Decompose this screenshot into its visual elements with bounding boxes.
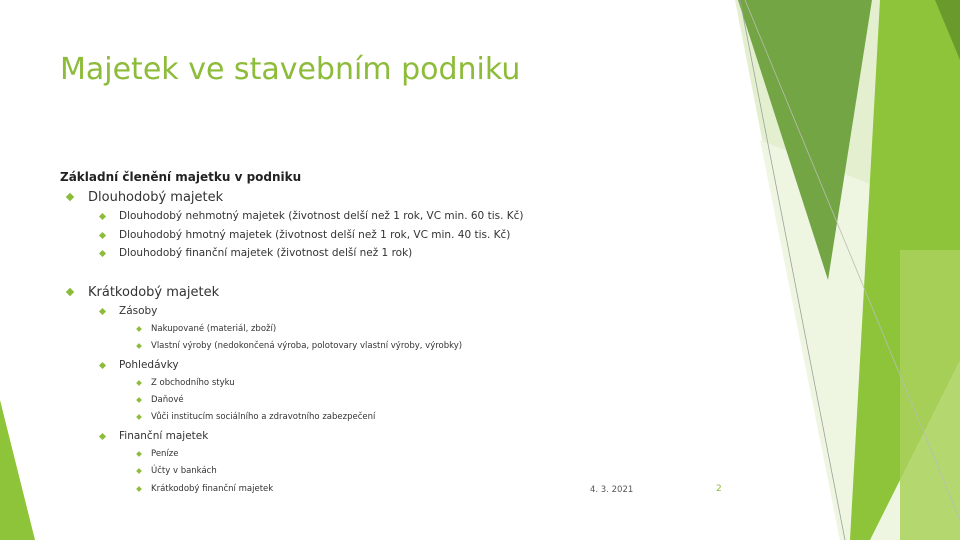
- page-number: 2: [716, 484, 722, 494]
- list-item: Daňové: [151, 395, 184, 405]
- list-item: Zásoby: [119, 305, 158, 317]
- list-item: Vlastní výroby (nedokončená výroba, polotovary vlastní výroby, výrobky): [151, 341, 463, 351]
- deco-bottom-left-triangle: [0, 400, 35, 540]
- list-item: Pohledávky: [119, 359, 179, 371]
- list-item: Vůči institucím sociálního a zdravotního zabezpečení: [151, 412, 376, 422]
- list-item: Z obchodního styku: [151, 378, 235, 388]
- list-item: Peníze: [151, 449, 179, 459]
- list-item: Finanční majetek: [119, 430, 209, 442]
- deco-mid-triangle: [900, 250, 960, 540]
- list-item: Dlouhodobý nehmotný majetek (životnost delší než 1 rok, VC min. 60 tis. Kč): [119, 210, 524, 222]
- list-item: Nakupované (materiál, zboží): [151, 324, 277, 334]
- list-item: Účty v bankách: [151, 466, 217, 476]
- list-item: Dlouhodobý finanční majetek (životnost delší než 1 rok): [119, 247, 413, 259]
- list-item: Dlouhodobý hmotný majetek (životnost delší než 1 rok, VC min. 40 tis. Kč): [119, 229, 511, 241]
- slide-title: Majetek ve stavebním podniku: [60, 52, 521, 87]
- footer-date: 4. 3. 2021: [590, 485, 634, 495]
- list-item: Krátkodobý finanční majetek: [151, 484, 274, 494]
- list-item: Dlouhodobý majetek: [88, 190, 224, 205]
- slide-subtitle: Základní členění majetku v podniku: [60, 170, 302, 184]
- list-item: Krátkodobý majetek: [88, 285, 220, 300]
